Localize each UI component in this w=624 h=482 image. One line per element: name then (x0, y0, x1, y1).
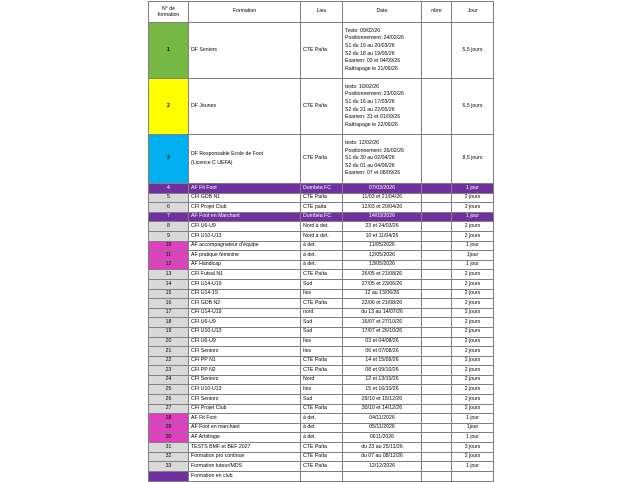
cell-date (343, 135, 422, 184)
cell-formation: AF Handicap (189, 260, 301, 270)
table-row[interactable] (149, 260, 494, 270)
cell-jour: 2 jours (452, 347, 494, 357)
cell-formation: AF Fit Foot (189, 414, 301, 424)
cell-formation: CFI U10-U13 (189, 327, 301, 337)
cell-date: 14 et 15/09/26 (343, 356, 422, 366)
cell-nbre (422, 203, 452, 213)
cell-numero: 33 (149, 462, 189, 472)
cell-nbre (422, 279, 452, 289)
table-row[interactable] (149, 423, 494, 433)
cell-date: 10 et 11/04/26 (343, 231, 422, 241)
cell-numero: 13 (149, 270, 189, 280)
cell-jour: 2 jours (452, 299, 494, 309)
cell-formation: CFI Projet Club (189, 404, 301, 414)
date-line: Rattrapage le 22/09/26 (345, 121, 398, 128)
cell-date: 12 au 13/06/26 (343, 289, 422, 299)
cell-lieu: CTE Païta (301, 270, 343, 280)
cell-formation: AF Fit Foot (189, 184, 301, 194)
date-line: Tests: 09/02/26 (345, 27, 381, 34)
cell-formation: AF Foot en marchant (189, 423, 301, 433)
cell-numero: 12 (149, 260, 189, 270)
table-row[interactable] (149, 251, 494, 261)
cell-numero: 2 (149, 79, 189, 135)
cell-formation: AF Arbitrage (189, 433, 301, 443)
cell-lieu: CTE Païta (301, 443, 343, 453)
cell-lieu: nord (301, 308, 343, 318)
column-header-lieu: Lieu (301, 2, 343, 23)
cell-jour: 1jour (452, 251, 494, 261)
cell-date: 12/12/2026 (343, 462, 422, 472)
cell-jour: 1 jour (452, 462, 494, 472)
cell-date: 12/03 et 20/04/26 (343, 203, 422, 213)
cell-numero: 24 (149, 375, 189, 385)
cell-nbre (422, 135, 452, 184)
cell-jour: 2 jours (452, 356, 494, 366)
cell-formation: Formation pro continue (189, 452, 301, 462)
cell-date: 11/05/2026 (343, 241, 422, 251)
cell-jour: 2 jours (452, 327, 494, 337)
cell-lieu: Sud (301, 318, 343, 328)
table-row[interactable] (149, 327, 494, 337)
cell-nbre (422, 404, 452, 414)
cell-date (343, 23, 422, 79)
cell-nbre (422, 347, 452, 357)
cell-nbre (422, 395, 452, 405)
cell-date: 29/10 et 15/12/26 (343, 395, 422, 405)
cell-jour: 2 jours (452, 222, 494, 232)
cell-date: 22/06 et 21/08/26 (343, 299, 422, 309)
table-row[interactable] (149, 318, 494, 328)
date-line: Examen: 03 et 04/09/26 (345, 58, 401, 65)
cell-nbre (422, 366, 452, 376)
column-header-date: Date (343, 2, 422, 23)
table-row[interactable] (149, 443, 494, 453)
cell-jour: 2 jours (452, 375, 494, 385)
column-header-nbre: nbre (422, 2, 452, 23)
cell-jour: 8,5 jours (452, 135, 494, 184)
cell-jour: 3 jours (452, 443, 494, 453)
date-line: Positionnement: 24/02/26 (345, 35, 404, 42)
cell-date: 12/05/2026 (343, 251, 422, 261)
cell-lieu: CTE Païta (301, 135, 343, 184)
cell-lieu: Nord à det. (301, 222, 343, 232)
cell-jour: 1jour (452, 423, 494, 433)
cell-nbre (422, 385, 452, 395)
cell-jour: 2 jours (452, 337, 494, 347)
cell-jour: 2 jours (452, 452, 494, 462)
cell-formation: AF Foot en Marchant (189, 212, 301, 222)
cell-formation: CFI U10-U13 (189, 231, 301, 241)
cell-jour: 5,5 jours (452, 23, 494, 79)
cell-formation: Formation tuteur/MDS (189, 462, 301, 472)
formation-line: (Licence C UEFA) (191, 160, 233, 166)
cell-formation: CFI Seniors (189, 395, 301, 405)
cell-numero: 5 (149, 193, 189, 203)
cell-nbre (422, 23, 452, 79)
cell-date: 27/05 et 23/06/26 (343, 279, 422, 289)
cell-date: 17/07 et 26/10/26 (343, 327, 422, 337)
cell-nbre (422, 289, 452, 299)
cell-lieu: à det. (301, 433, 343, 443)
table-row[interactable] (149, 366, 494, 376)
cell-date: 08 et 09/10/26 (343, 366, 422, 376)
legend-empty-cell (452, 471, 494, 481)
cell-nbre (422, 452, 452, 462)
table-row[interactable] (149, 337, 494, 347)
cell-numero: 18 (149, 318, 189, 328)
formation-schedule-table (148, 1, 494, 482)
cell-jour: 1 jour (452, 184, 494, 194)
cell-lieu: à det. (301, 423, 343, 433)
table-row[interactable] (149, 299, 494, 309)
cell-numero: 28 (149, 414, 189, 424)
date-line: S2 du 21 au 22/05/26 (345, 106, 395, 113)
cell-numero: 32 (149, 452, 189, 462)
cell-date: 0611/2026 (343, 433, 422, 443)
cell-nbre (422, 443, 452, 453)
cell-nbre (422, 308, 452, 318)
cell-numero: 7 (149, 212, 189, 222)
cell-date: 06 et 07/08/26 (343, 347, 422, 357)
cell-formation: CFI U6-U9 (189, 337, 301, 347)
cell-formation: CFI Seniors (189, 347, 301, 357)
cell-lieu: Sud (301, 395, 343, 405)
cell-lieu: CTE Païta (301, 366, 343, 376)
cell-jour: 6,5 jours (452, 79, 494, 135)
cell-date: 16/07 et 27/10/26 (343, 318, 422, 328)
cell-date: du 07 au 08/12/26 (343, 452, 422, 462)
cell-nbre (422, 423, 452, 433)
cell-lieu: CTE Païta (301, 193, 343, 203)
formation-line: DF Responsable Ecole de Foot (191, 150, 264, 157)
cell-date: 26/05 et 21/08/26 (343, 270, 422, 280)
cell-lieu: Nord (301, 375, 343, 385)
cell-jour: 2 jours (452, 385, 494, 395)
date-line: Examen: 07 et 08/09/26 (345, 170, 401, 177)
column-header-formation: Formation (189, 2, 301, 23)
cell-lieu: à det. (301, 414, 343, 424)
cell-nbre (422, 270, 452, 280)
cell-nbre (422, 222, 452, 232)
cell-formation: CFI GDB N1 (189, 193, 301, 203)
table-row[interactable] (149, 184, 494, 194)
header-row (149, 2, 494, 23)
date-line: S1 du 16 au 17/03/26 (345, 98, 395, 105)
cell-numero: 26 (149, 395, 189, 405)
cell-numero: 15 (149, 289, 189, 299)
table-row[interactable] (149, 203, 494, 213)
cell-jour: 2 jours (452, 366, 494, 376)
table-row[interactable] (149, 193, 494, 203)
table-row[interactable] (149, 270, 494, 280)
cell-lieu: Dumbéa FC (301, 212, 343, 222)
cell-numero: 11 (149, 251, 189, 261)
legend-empty-cell (301, 471, 343, 481)
legend-color-swatch (149, 471, 189, 481)
cell-lieu: CTE Païta (301, 452, 343, 462)
cell-numero: 25 (149, 385, 189, 395)
cell-formation: CFI Futsal N1 (189, 270, 301, 280)
table-header (149, 2, 494, 23)
cell-numero: 3 (149, 135, 189, 184)
cell-lieu: Sud (301, 327, 343, 337)
cell-jour: 2 jours (452, 203, 494, 213)
date-line: Examen: 31 et 01/09/26 (345, 114, 401, 121)
cell-numero: 1 (149, 23, 189, 79)
cell-nbre (422, 212, 452, 222)
cell-numero: 14 (149, 279, 189, 289)
cell-nbre (422, 184, 452, 194)
date-line: tests: 10/02/26 (345, 83, 380, 90)
table-row[interactable] (149, 308, 494, 318)
cell-numero: 19 (149, 327, 189, 337)
date-line: S2 du 01 au 04/06/26 (345, 162, 395, 169)
cell-jour: 1 jour (452, 260, 494, 270)
cell-numero: 16 (149, 299, 189, 309)
table-row[interactable] (149, 395, 494, 405)
cell-lieu: à det. (301, 241, 343, 251)
cell-lieu: Iles (301, 347, 343, 357)
table-row[interactable] (149, 231, 494, 241)
date-line: S2 du 18 au 19/05/26 (345, 50, 395, 57)
cell-lieu: Dumbéa FC (301, 184, 343, 194)
cell-date: 13/05/2026 (343, 260, 422, 270)
cell-jour: 2 jours (452, 318, 494, 328)
cell-formation: AF accompagnateur d'équipe (189, 241, 301, 251)
cell-jour: 2 jours (452, 404, 494, 414)
table-row[interactable] (149, 385, 494, 395)
cell-numero: 27 (149, 404, 189, 414)
cell-formation: CFI U14-19 (189, 289, 301, 299)
cell-formation: CFI U14-U19 (189, 308, 301, 318)
cell-nbre (422, 231, 452, 241)
cell-nbre (422, 375, 452, 385)
cell-formation: DF Seniors (189, 23, 301, 79)
cell-date: 23 et 24/03/26 (343, 222, 422, 232)
cell-lieu: CTE Païta (301, 299, 343, 309)
cell-formation: CFI U6-U9 (189, 222, 301, 232)
cell-date: 03 et 04/08/26 (343, 337, 422, 347)
table-row[interactable] (149, 289, 494, 299)
cell-lieu: à det. (301, 260, 343, 270)
cell-nbre (422, 356, 452, 366)
cell-lieu: CTE païta (301, 203, 343, 213)
cell-nbre (422, 318, 452, 328)
cell-nbre (422, 433, 452, 443)
cell-lieu: Sud (301, 279, 343, 289)
cell-jour: 2 jours (452, 231, 494, 241)
cell-date: du 13 au 14/07/26 (343, 308, 422, 318)
cell-numero: 9 (149, 231, 189, 241)
cell-date: du 23 au 25/11/26 (343, 443, 422, 453)
date-line: Positionnement: 23/02/26 (345, 91, 404, 98)
cell-lieu: CTE Païta (301, 23, 343, 79)
date-line: S1 du 30 au 02/04/26 (345, 155, 395, 162)
date-line: S1 du 19 au 20/03/26 (345, 42, 395, 49)
cell-date: 07/03/2026 (343, 184, 422, 194)
cell-jour: 2 jours (452, 395, 494, 405)
cell-formation: CFI Projet Club (189, 203, 301, 213)
table-row[interactable] (149, 222, 494, 232)
cell-lieu: Iles (301, 385, 343, 395)
cell-lieu: CTE Païta (301, 462, 343, 472)
table-row[interactable] (149, 375, 494, 385)
cell-nbre (422, 251, 452, 261)
cell-date: 14/03/2026 (343, 212, 422, 222)
cell-lieu: CTE Païta (301, 79, 343, 135)
date-line: Positionnement: 26/02/26 (345, 147, 404, 154)
table-row[interactable] (149, 135, 494, 184)
cell-date: 15 et 16/10/26 (343, 385, 422, 395)
cell-formation: DF Jeunes (189, 79, 301, 135)
cell-numero: 20 (149, 337, 189, 347)
cell-formation: CFI PP N1 (189, 356, 301, 366)
cell-jour: 1 jour (452, 414, 494, 424)
cell-date: 30/10 et 14/12/26 (343, 404, 422, 414)
column-header-numero (149, 2, 189, 23)
cell-numero: 4 (149, 184, 189, 194)
cell-formation: CFI GDB N2 (189, 299, 301, 309)
cell-jour: 1 jour (452, 241, 494, 251)
cell-jour: 1 jour (452, 433, 494, 443)
cell-date: 05/11/2026 (343, 423, 422, 433)
cell-numero: 17 (149, 308, 189, 318)
cell-formation: CFI U14-U19 (189, 279, 301, 289)
cell-nbre (422, 462, 452, 472)
legend-empty-cell (343, 471, 422, 481)
legend-row (149, 471, 494, 481)
table-row[interactable] (149, 241, 494, 251)
table-row[interactable] (149, 462, 494, 472)
cell-nbre (422, 260, 452, 270)
cell-lieu: Iles (301, 337, 343, 347)
cell-jour: 1 jour (452, 212, 494, 222)
date-line: Rattrapage le 21/09/26 (345, 65, 398, 72)
cell-formation: AF pratique féminine (189, 251, 301, 261)
cell-formation: TESTS BMF et BEF 2027 (189, 443, 301, 453)
table-row[interactable] (149, 433, 494, 443)
column-header-jour: Jour (452, 2, 494, 23)
cell-jour: 2 jours (452, 270, 494, 280)
table-row[interactable] (149, 23, 494, 79)
cell-numero: 23 (149, 366, 189, 376)
table-row[interactable] (149, 79, 494, 135)
cell-numero: 30 (149, 433, 189, 443)
cell-nbre (422, 193, 452, 203)
cell-numero: 31 (149, 443, 189, 453)
cell-lieu: à det. (301, 251, 343, 261)
table-row[interactable] (149, 279, 494, 289)
cell-jour: 2 jours (452, 308, 494, 318)
cell-jour: 2 jours (452, 279, 494, 289)
cell-date: 04/11/2026 (343, 414, 422, 424)
cell-lieu: Nord à det. (301, 231, 343, 241)
cell-lieu: CTE Païta (301, 404, 343, 414)
legend-label: Formation en club (189, 471, 301, 481)
cell-date: 11/03 et 21/04/26 (343, 193, 422, 203)
cell-formation: CFI PP N2 (189, 366, 301, 376)
cell-formation (189, 135, 301, 184)
cell-numero: 6 (149, 203, 189, 213)
header-numero-line2: formation (157, 12, 180, 18)
cell-numero: 22 (149, 356, 189, 366)
cell-numero: 29 (149, 423, 189, 433)
cell-lieu: Iles (301, 289, 343, 299)
cell-numero: 8 (149, 222, 189, 232)
date-line: tests: 12/02/26 (345, 140, 380, 147)
cell-date: 12 et 13/10/26 (343, 375, 422, 385)
cell-numero: 10 (149, 241, 189, 251)
cell-nbre (422, 414, 452, 424)
table-row[interactable] (149, 356, 494, 366)
cell-formation: CFI Seniors (189, 375, 301, 385)
cell-date (343, 79, 422, 135)
cell-nbre (422, 241, 452, 251)
table-row[interactable] (149, 404, 494, 414)
cell-formation: CFI U10-U13 (189, 385, 301, 395)
cell-jour: 2 jours (452, 289, 494, 299)
table-body (149, 23, 494, 482)
table-row[interactable] (149, 347, 494, 357)
table-row[interactable] (149, 414, 494, 424)
cell-nbre (422, 79, 452, 135)
cell-lieu: CTE Païta (301, 356, 343, 366)
table-row[interactable] (149, 452, 494, 462)
cell-nbre (422, 299, 452, 309)
cell-numero: 21 (149, 347, 189, 357)
table-row[interactable] (149, 212, 494, 222)
cell-nbre (422, 327, 452, 337)
cell-formation: CFI U6-U9 (189, 318, 301, 328)
cell-nbre (422, 337, 452, 347)
cell-jour: 2 jours (452, 193, 494, 203)
header-numero-line1: N° de (161, 5, 176, 12)
legend-empty-cell (422, 471, 452, 481)
